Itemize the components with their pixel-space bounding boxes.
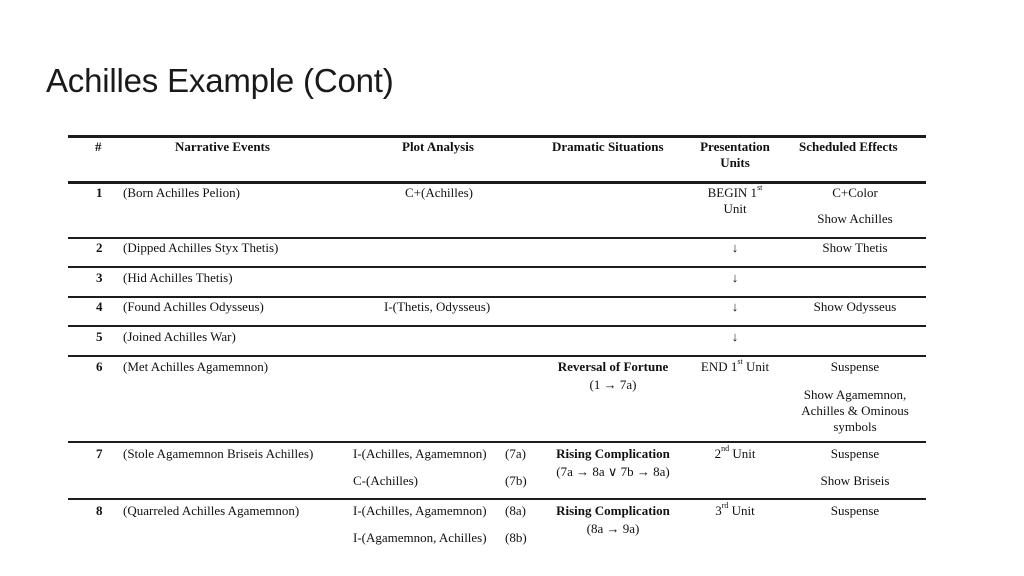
row-2-effect-1: Show Thetis — [822, 240, 888, 255]
row-8-dramatic-1: Rising Complication — [556, 503, 670, 518]
row-8-unit — [685, 503, 785, 519]
header-presentation-units — [690, 139, 780, 171]
row-8-plot-1: I-(Achilles, Agamemnon) — [353, 503, 487, 518]
row-rule-5 — [68, 355, 926, 357]
row-8-plot-2: I-(Agamemnon, Achilles) — [353, 530, 487, 545]
row-1-num: 1 — [96, 185, 103, 200]
row-7-plot-2: C-(Achilles) — [353, 473, 418, 488]
header-num: # — [95, 139, 102, 154]
row-1-plot: C+(Achilles) — [405, 185, 473, 200]
row-1-unit — [685, 185, 785, 217]
row-6-effect-1: Suspense — [830, 359, 880, 374]
row-6-unit — [685, 359, 785, 375]
row-6-event: (Met Achilles Agamemnon) — [123, 359, 269, 374]
header-dramatic-situations: Dramatic Situations — [552, 139, 664, 154]
row-8-plot-2-ref: (8b) — [505, 530, 527, 545]
row-7-unit — [685, 446, 785, 462]
row-4-plot: I-(Thetis, Odysseus) — [384, 299, 491, 314]
row-rule-6 — [68, 441, 926, 443]
row-8-dramatic-2: (8a → 9a) — [586, 521, 640, 536]
row-6-unit-sup: st — [737, 357, 743, 366]
row-4-event: (Found Achilles Odysseus) — [123, 299, 264, 314]
row-5-unit-arrow-icon: ↓ — [731, 329, 739, 344]
row-2-unit-arrow-icon: ↓ — [731, 240, 739, 255]
row-6-effect-2: Show Agamemnon, — [803, 387, 907, 402]
header-scheduled-effects: Scheduled Effects — [799, 139, 898, 154]
row-7-dramatic-1: Rising Complication — [556, 446, 670, 461]
row-7-unit-sup: nd — [721, 444, 730, 453]
row-7-effect-1: Suspense — [830, 446, 880, 461]
header-presentation-line1: Presentation — [700, 139, 770, 154]
row-8-event: (Quarreled Achilles Agamemnon) — [123, 503, 300, 518]
row-6-dramatic-1: Reversal of Fortune — [557, 359, 669, 374]
row-4-unit-arrow-icon: ↓ — [731, 299, 739, 314]
row-6-num: 6 — [96, 359, 103, 374]
header-rule — [68, 181, 926, 184]
row-rule-2 — [68, 266, 926, 268]
row-rule-4 — [68, 325, 926, 327]
row-1-effect-1: C+Color — [832, 185, 878, 200]
slide-title: Achilles Example (Cont) — [46, 62, 394, 99]
header-narrative-events: Narrative Events — [175, 139, 270, 154]
row-7-plot-2-ref: (7b) — [505, 473, 527, 488]
row-1-event: (Born Achilles Pelion) — [123, 185, 240, 200]
row-6-effect-3: Achilles & Ominous — [801, 403, 909, 418]
row-7-event: (Stole Agamemnon Briseis Achilles) — [123, 446, 314, 461]
row-rule-1 — [68, 237, 926, 239]
row-7-effect-2: Show Briseis — [820, 473, 890, 488]
row-6-unit-text: END 1 — [700, 359, 738, 374]
row-7-num: 7 — [96, 446, 103, 461]
row-3-event: (Hid Achilles Thetis) — [123, 270, 233, 285]
row-1-unit-text: BEGIN 1 — [707, 185, 758, 200]
row-1-unit-sup: st — [757, 183, 763, 192]
row-8-plot-1-ref: (8a) — [505, 503, 526, 518]
header-plot-analysis: Plot Analysis — [402, 139, 474, 154]
row-7-plot-1-ref: (7a) — [505, 446, 526, 461]
row-3-unit-arrow-icon: ↓ — [731, 270, 739, 285]
row-6-dramatic-2: (1 → 7a) — [589, 377, 637, 392]
row-7-unit-post: Unit — [729, 446, 756, 461]
row-8-unit-post: Unit — [728, 503, 755, 518]
row-4-effect-1: Show Odysseus — [813, 299, 897, 314]
row-8-num: 8 — [96, 503, 103, 518]
header-presentation-line2: Units — [720, 155, 750, 170]
row-8-unit-sup: rd — [721, 501, 729, 510]
row-2-event: (Dipped Achilles Styx Thetis) — [123, 240, 279, 255]
row-6-unit-post: Unit — [742, 359, 770, 374]
row-5-num: 5 — [96, 329, 103, 344]
row-2-num: 2 — [96, 240, 103, 255]
row-7-unit-text: 2 — [714, 446, 722, 461]
row-5-event: (Joined Achilles War) — [123, 329, 236, 344]
row-4-num: 4 — [96, 299, 103, 314]
row-rule-3 — [68, 296, 926, 298]
row-7-plot-1: I-(Achilles, Agamemnon) — [353, 446, 487, 461]
row-6-effect-4: symbols — [833, 419, 877, 434]
row-8-unit-text: 3 — [715, 503, 722, 518]
row-3-num: 3 — [96, 270, 103, 285]
table-top-rule — [68, 135, 926, 138]
row-7-dramatic-2: (7a → 8a ∨ 7b → 8a) — [556, 464, 670, 479]
row-8-effect-1: Suspense — [830, 503, 880, 518]
row-1-effect-2: Show Achilles — [817, 211, 893, 226]
row-1-unit-line2: Unit — [723, 201, 747, 216]
row-rule-7 — [68, 498, 926, 500]
